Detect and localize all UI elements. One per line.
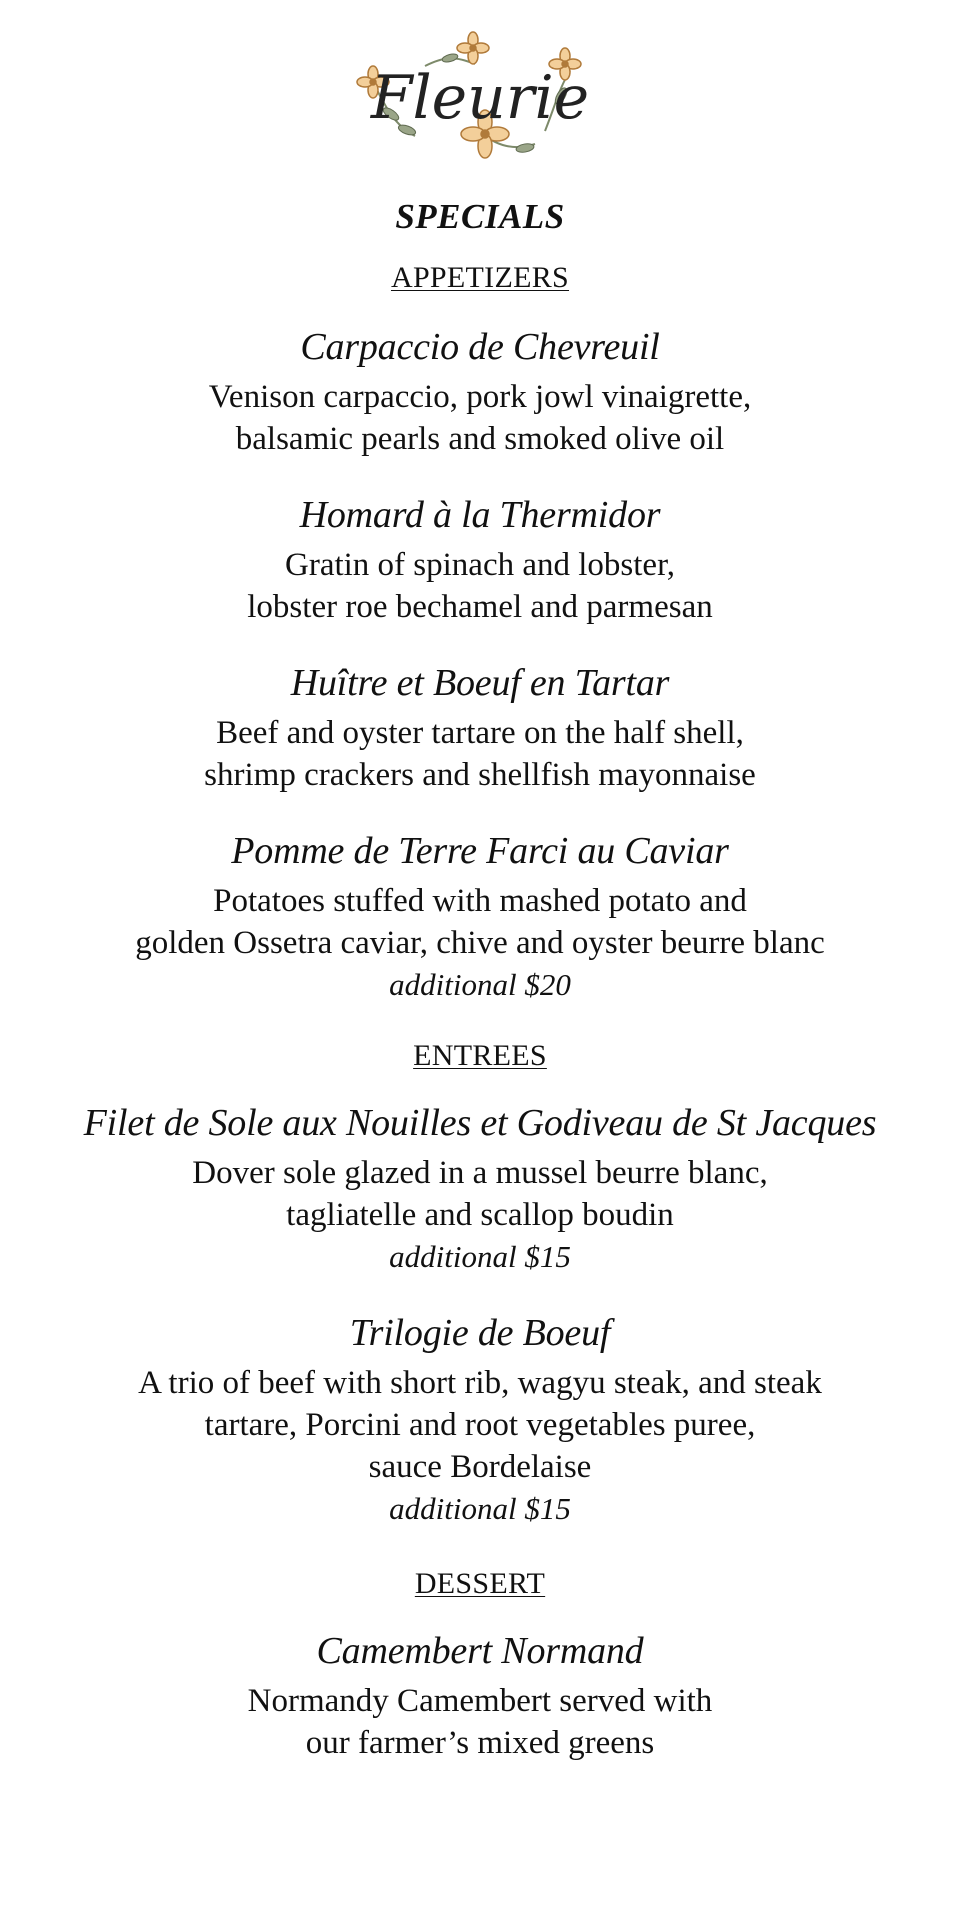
menu-item bbox=[0, 1098, 960, 1278]
menu-item bbox=[0, 826, 960, 1006]
item-name: Camembert Normand bbox=[316, 1630, 644, 1672]
item-name: Carpaccio de Chevreuil bbox=[300, 326, 660, 368]
item-name: Trilogie de Boeuf bbox=[349, 1312, 611, 1354]
logo-wordmark: Fleurie bbox=[370, 63, 590, 133]
item-surcharge: additional $20 bbox=[389, 967, 571, 1002]
menu-item bbox=[0, 658, 960, 796]
item-description: Normandy Camembert served with our farmer’s mixed greens bbox=[247, 1683, 713, 1761]
menu-item bbox=[0, 490, 960, 628]
section-heading-entrees: ENTREES bbox=[413, 1039, 547, 1072]
item-name: Huître et Boeuf en Tartar bbox=[290, 662, 670, 704]
item-description: Beef and oyster tartare on the half shell, shrimp crackers and shellfish mayonnaise bbox=[204, 715, 756, 793]
fleurie-logo bbox=[355, 26, 605, 166]
menu-item bbox=[0, 1626, 960, 1764]
item-description: Potatoes stuffed with mashed potato and golden Ossetra caviar, chive and oyster beurre blanc bbox=[135, 883, 825, 961]
item-name: Homard à la Thermidor bbox=[299, 494, 661, 536]
section-heading-dessert: DESSERT bbox=[414, 1567, 546, 1600]
item-name: Pomme de Terre Farci au Caviar bbox=[231, 830, 729, 872]
item-name: Filet de Sole aux Nouilles et Godiveau de St Jacques bbox=[83, 1102, 877, 1144]
item-description: Venison carpaccio, pork jowl vinaigrette, balsamic pearls and smoked olive oil bbox=[208, 379, 752, 457]
item-description: Gratin of spinach and lobster, lobster roe bechamel and parmesan bbox=[247, 547, 713, 625]
item-surcharge: additional $15 bbox=[389, 1239, 571, 1274]
item-description: Dover sole glazed in a mussel beurre blanc, tagliatelle and scallop boudin bbox=[192, 1155, 768, 1233]
menu-item bbox=[0, 1308, 960, 1530]
menu-item bbox=[0, 322, 960, 460]
section-heading-appetizers: APPETIZERS bbox=[390, 261, 570, 294]
page-title: SPECIALS bbox=[395, 197, 565, 236]
item-surcharge: additional $15 bbox=[389, 1491, 571, 1526]
item-description: A trio of beef with short rib, wagyu steak, and steak tartare, Porcini and root vegetables puree, sauce Bordelaise bbox=[138, 1365, 822, 1485]
